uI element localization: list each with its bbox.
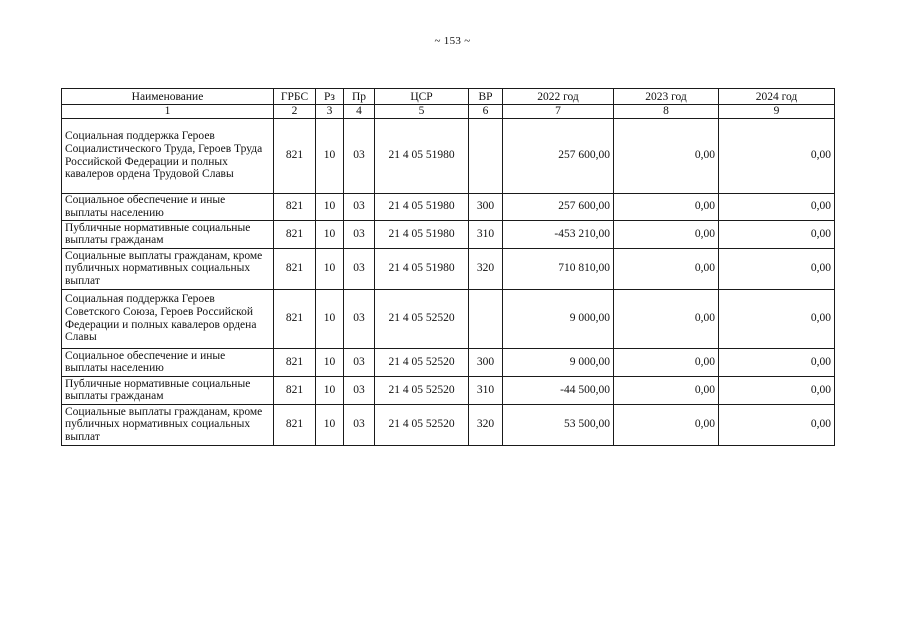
column-number: 8 <box>614 105 719 119</box>
cell-2022: -453 210,00 <box>503 220 614 248</box>
table-row <box>62 118 835 193</box>
cell-vr: 310 <box>469 220 503 248</box>
cell-vr: 300 <box>469 348 503 376</box>
header-vr: ВР <box>469 89 503 105</box>
cell-csr: 21 4 05 51980 <box>375 118 469 193</box>
cell-rz: 10 <box>316 193 344 220</box>
cell-name: Социальная поддержка Героев Социалистического Труда, Героев Труда Российской Федерации и полных кавалеров ордена Трудовой Славы <box>62 118 274 193</box>
cell-csr: 21 4 05 51980 <box>375 248 469 289</box>
cell-2022: 53 500,00 <box>503 404 614 445</box>
cell-vr: 310 <box>469 376 503 404</box>
cell-2024: 0,00 <box>719 220 835 248</box>
cell-2024: 0,00 <box>719 118 835 193</box>
column-number: 7 <box>503 105 614 119</box>
cell-2023: 0,00 <box>614 118 719 193</box>
cell-2022: 9 000,00 <box>503 289 614 348</box>
column-number: 6 <box>469 105 503 119</box>
cell-csr: 21 4 05 52520 <box>375 404 469 445</box>
table-row <box>62 348 835 376</box>
cell-pr: 03 <box>344 289 375 348</box>
cell-2022: 710 810,00 <box>503 248 614 289</box>
cell-2022: 9 000,00 <box>503 348 614 376</box>
cell-2023: 0,00 <box>614 348 719 376</box>
column-number-row <box>62 105 835 119</box>
cell-2023: 0,00 <box>614 289 719 348</box>
table-row <box>62 289 835 348</box>
cell-vr: 300 <box>469 193 503 220</box>
cell-2022: 257 600,00 <box>503 193 614 220</box>
header-name: Наименование <box>62 89 274 105</box>
cell-2024: 0,00 <box>719 248 835 289</box>
table-row <box>62 404 835 445</box>
cell-grbs: 821 <box>274 289 316 348</box>
cell-2023: 0,00 <box>614 220 719 248</box>
cell-pr: 03 <box>344 348 375 376</box>
cell-csr: 21 4 05 52520 <box>375 348 469 376</box>
cell-pr: 03 <box>344 248 375 289</box>
cell-2022: -44 500,00 <box>503 376 614 404</box>
cell-name: Социальное обеспечение и иные выплаты населению <box>62 348 274 376</box>
column-number: 3 <box>316 105 344 119</box>
cell-grbs: 821 <box>274 118 316 193</box>
table-row <box>62 376 835 404</box>
cell-pr: 03 <box>344 404 375 445</box>
cell-rz: 10 <box>316 248 344 289</box>
cell-pr: 03 <box>344 220 375 248</box>
cell-vr <box>469 289 503 348</box>
cell-rz: 10 <box>316 118 344 193</box>
cell-pr: 03 <box>344 376 375 404</box>
cell-2023: 0,00 <box>614 248 719 289</box>
cell-name: Публичные нормативные социальные выплаты гражданам <box>62 220 274 248</box>
cell-name: Социальное обеспечение и иные выплаты населению <box>62 193 274 220</box>
budget-table <box>61 88 835 446</box>
cell-2023: 0,00 <box>614 376 719 404</box>
header-csr: ЦСР <box>375 89 469 105</box>
cell-name: Социальная поддержка Героев Советского Союза, Героев Российской Федерации и полных кавалеров ордена Славы <box>62 289 274 348</box>
cell-2023: 0,00 <box>614 193 719 220</box>
cell-grbs: 821 <box>274 193 316 220</box>
column-number: 1 <box>62 105 274 119</box>
table-row <box>62 220 835 248</box>
cell-csr: 21 4 05 52520 <box>375 289 469 348</box>
cell-csr: 21 4 05 52520 <box>375 376 469 404</box>
cell-grbs: 821 <box>274 404 316 445</box>
column-number: 4 <box>344 105 375 119</box>
cell-2024: 0,00 <box>719 193 835 220</box>
header-grbs: ГРБС <box>274 89 316 105</box>
cell-name: Социальные выплаты гражданам, кроме публичных нормативных социальных выплат <box>62 248 274 289</box>
cell-2024: 0,00 <box>719 289 835 348</box>
cell-grbs: 821 <box>274 376 316 404</box>
cell-csr: 21 4 05 51980 <box>375 193 469 220</box>
cell-rz: 10 <box>316 348 344 376</box>
cell-rz: 10 <box>316 289 344 348</box>
column-number: 9 <box>719 105 835 119</box>
cell-grbs: 821 <box>274 220 316 248</box>
header-rz: Рз <box>316 89 344 105</box>
column-number: 2 <box>274 105 316 119</box>
cell-2023: 0,00 <box>614 404 719 445</box>
table-header-row <box>62 89 835 105</box>
cell-grbs: 821 <box>274 348 316 376</box>
cell-vr: 320 <box>469 248 503 289</box>
cell-2022: 257 600,00 <box>503 118 614 193</box>
cell-rz: 10 <box>316 220 344 248</box>
cell-name: Социальные выплаты гражданам, кроме публичных нормативных социальных выплат <box>62 404 274 445</box>
header-2022: 2022 год <box>503 89 614 105</box>
cell-2024: 0,00 <box>719 376 835 404</box>
cell-rz: 10 <box>316 376 344 404</box>
cell-grbs: 821 <box>274 248 316 289</box>
cell-csr: 21 4 05 51980 <box>375 220 469 248</box>
header-pr: Пр <box>344 89 375 105</box>
cell-rz: 10 <box>316 404 344 445</box>
header-2023: 2023 год <box>614 89 719 105</box>
table-row <box>62 248 835 289</box>
cell-2024: 0,00 <box>719 348 835 376</box>
table-row <box>62 193 835 220</box>
column-number: 5 <box>375 105 469 119</box>
header-2024: 2024 год <box>719 89 835 105</box>
cell-2024: 0,00 <box>719 404 835 445</box>
cell-pr: 03 <box>344 193 375 220</box>
cell-pr: 03 <box>344 118 375 193</box>
page-number: ~ 153 ~ <box>434 35 471 47</box>
cell-vr: 320 <box>469 404 503 445</box>
cell-name: Публичные нормативные социальные выплаты гражданам <box>62 376 274 404</box>
cell-vr <box>469 118 503 193</box>
